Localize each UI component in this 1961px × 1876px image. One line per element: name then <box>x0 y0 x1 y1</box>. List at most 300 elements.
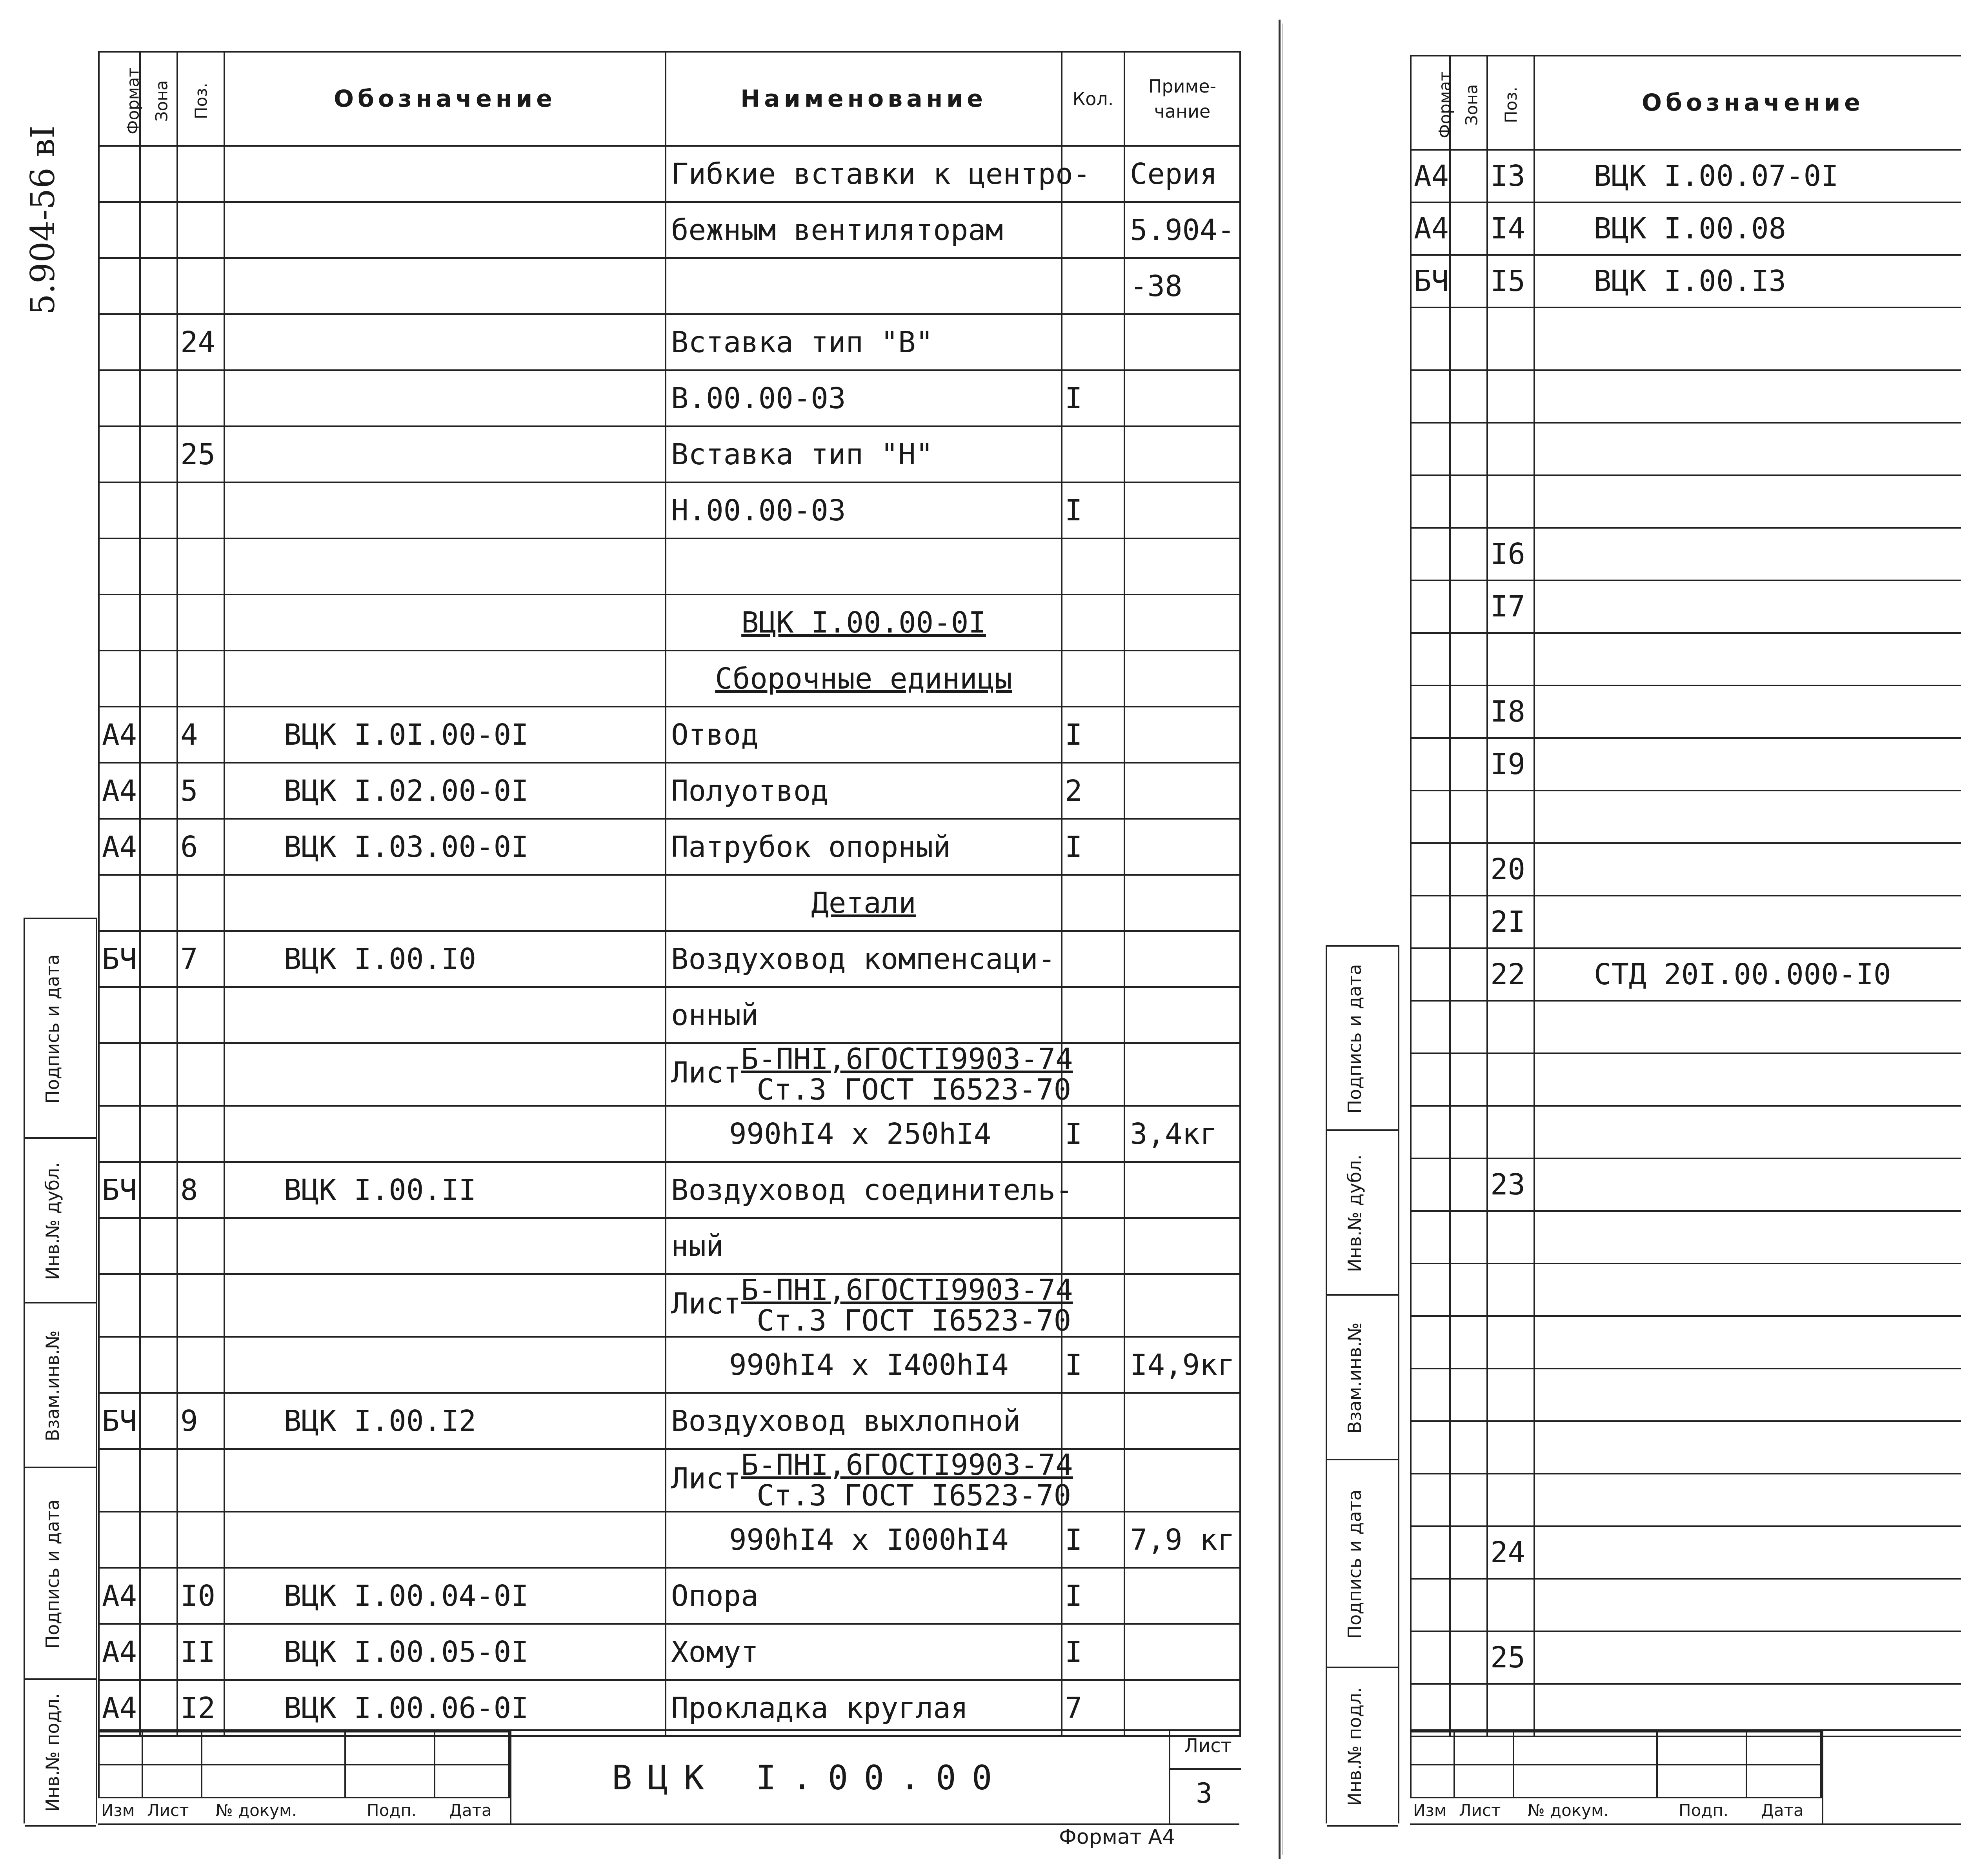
cell-pos: I6 <box>1487 528 1534 580</box>
title-block-right: Изм Лист № докум. Подп. Дата <box>1410 1729 1961 1825</box>
cell-zone <box>140 202 177 258</box>
spec-row <box>1411 633 1961 685</box>
cell-format: А4 <box>99 1680 140 1736</box>
spec-row <box>1411 791 1961 843</box>
cell-format <box>1411 1211 1450 1263</box>
cell-zone <box>1450 1316 1487 1369</box>
spec-row <box>1411 685 1961 738</box>
cell-note <box>1124 1449 1240 1512</box>
cell-zone <box>140 482 177 538</box>
cell-pos <box>177 146 224 202</box>
cell-name: Хомут <box>666 1624 1062 1680</box>
cell-zone <box>1450 1684 1487 1736</box>
cell-zone <box>1450 685 1487 738</box>
cell-pos: I4 <box>1487 202 1534 255</box>
cell-name: Полуотвод <box>666 763 1062 819</box>
cell-format <box>1411 685 1450 738</box>
cell-pos <box>177 202 224 258</box>
cell-designation <box>1534 307 1961 370</box>
cell-pos <box>177 1106 224 1162</box>
cell-designation <box>224 1337 666 1393</box>
cell-pos <box>1487 633 1534 685</box>
cell-qty <box>1062 314 1124 370</box>
cell-zone <box>140 931 177 987</box>
cell-qty <box>1062 258 1124 314</box>
spec-row <box>1411 1421 1961 1474</box>
cell-pos <box>177 594 224 651</box>
spec-row <box>99 1337 1240 1393</box>
cell-pos <box>1487 1579 1534 1631</box>
cell-pos: 24 <box>1487 1526 1534 1579</box>
cell-pos: 20 <box>1487 843 1534 896</box>
cell-format <box>1411 738 1450 791</box>
cell-designation <box>1534 1474 1961 1526</box>
cell-qty: I <box>1062 1337 1124 1393</box>
spec-row <box>1411 202 1961 255</box>
cell-pos <box>177 1218 224 1274</box>
cell-designation <box>1534 423 1961 475</box>
spec-row <box>1411 150 1961 202</box>
cell-note: -38 <box>1124 258 1240 314</box>
sign-date2-label: Подпись и дата <box>42 1499 63 1649</box>
cell-name: 990hI4 x 250hI4 <box>666 1106 1062 1162</box>
cell-format <box>1411 1631 1450 1684</box>
spec-row <box>99 707 1240 763</box>
cell-qty: I <box>1062 707 1124 763</box>
right-sheet <box>1294 0 1961 1876</box>
cell-note: 7,9 кг <box>1124 1512 1240 1568</box>
cell-note <box>1124 370 1240 426</box>
cell-zone <box>1450 528 1487 580</box>
col-format: Формат <box>99 52 140 146</box>
spec-row <box>99 1162 1240 1218</box>
spec-row <box>99 1512 1240 1568</box>
spec-row <box>99 763 1240 819</box>
cell-designation <box>224 202 666 258</box>
cell-zone <box>140 763 177 819</box>
cell-format <box>99 482 140 538</box>
cell-designation <box>224 1449 666 1512</box>
cell-format <box>99 538 140 594</box>
spec-row <box>99 146 1240 202</box>
cell-pos: I2 <box>177 1680 224 1736</box>
spec-row <box>1411 475 1961 528</box>
cell-pos: I8 <box>1487 685 1534 738</box>
cell-name: Отвод <box>666 707 1062 763</box>
cell-name: Лист $\frac{\text{Б-ПНI,6ГОСТI9903-74}}{\text{Ст.3 ГОСТ I6523-70}}$ <box>666 1274 1062 1337</box>
cell-format <box>99 314 140 370</box>
cell-name: Детали <box>666 875 1062 931</box>
cell-format <box>1411 896 1450 948</box>
cell-format <box>1411 1158 1450 1211</box>
cell-pos: 8 <box>177 1162 224 1218</box>
cell-pos <box>1487 1263 1534 1316</box>
cell-pos: I9 <box>1487 738 1534 791</box>
cell-pos: 6 <box>177 819 224 875</box>
cell-name: Вставка тип "В" <box>666 314 1062 370</box>
cell-name: онный <box>666 987 1062 1043</box>
cell-qty <box>1062 426 1124 482</box>
cell-zone <box>1450 1369 1487 1421</box>
cell-zone <box>140 1162 177 1218</box>
cell-pos: 23 <box>1487 1158 1534 1211</box>
cell-zone <box>140 426 177 482</box>
cell-format <box>1411 843 1450 896</box>
cell-format: А4 <box>99 1568 140 1624</box>
spec-row <box>1411 528 1961 580</box>
cell-qty: I <box>1062 370 1124 426</box>
cell-format <box>1411 1106 1450 1158</box>
cell-qty <box>1062 202 1124 258</box>
cell-pos <box>177 258 224 314</box>
cell-designation: ВЦК I.00.07-0I <box>1534 150 1961 202</box>
cell-note: Серия <box>1124 146 1240 202</box>
cell-designation: ВЦК I.00.II <box>224 1162 666 1218</box>
cell-format <box>99 594 140 651</box>
cell-designation <box>1534 843 1961 896</box>
spec-row <box>1411 1106 1961 1158</box>
cell-zone <box>140 1274 177 1337</box>
cell-format <box>99 1512 140 1568</box>
cell-designation <box>224 1106 666 1162</box>
cell-note <box>1124 1624 1240 1680</box>
cell-zone <box>1450 1106 1487 1158</box>
spec-row <box>99 314 1240 370</box>
cell-name: Опора <box>666 1568 1062 1624</box>
cell-format <box>99 651 140 707</box>
cell-format: А4 <box>1411 202 1450 255</box>
vzam-inv-label: Взам.инв.№ <box>42 1330 63 1442</box>
cell-format <box>99 875 140 931</box>
cell-zone <box>1450 423 1487 475</box>
cell-pos <box>177 482 224 538</box>
cell-designation <box>1534 1053 1961 1106</box>
cell-name: Н.00.00-03 <box>666 482 1062 538</box>
cell-format <box>1411 1001 1450 1053</box>
cell-zone <box>140 1337 177 1393</box>
spec-row <box>99 594 1240 651</box>
cell-designation <box>1534 528 1961 580</box>
spec-row <box>99 1449 1240 1512</box>
cell-format: БЧ <box>99 931 140 987</box>
cell-note <box>1124 1568 1240 1624</box>
spec-row <box>1411 738 1961 791</box>
cell-note <box>1124 763 1240 819</box>
cell-qty: 2 <box>1062 763 1124 819</box>
cell-note: 5.904- <box>1124 202 1240 258</box>
spec-row <box>1411 1211 1961 1263</box>
cell-note <box>1124 594 1240 651</box>
cell-qty: 7 <box>1062 1680 1124 1736</box>
cell-format <box>1411 423 1450 475</box>
cell-designation <box>224 1218 666 1274</box>
spec-row <box>1411 370 1961 423</box>
right-side-stamp: Подпись и дата Инв.№ дубл. Взам.инв.№ Подпись и дата Инв.№ подл. <box>1326 945 1399 1823</box>
cell-format <box>1411 633 1450 685</box>
cell-format <box>1411 580 1450 633</box>
cell-zone <box>1450 1211 1487 1263</box>
cell-zone <box>140 1218 177 1274</box>
cell-name: 990hI4 x I000hI4 <box>666 1512 1062 1568</box>
cell-note <box>1124 1680 1240 1736</box>
cell-note: 3,4кг <box>1124 1106 1240 1162</box>
cell-name: Лист $\frac{\text{Б-ПНI,6ГОСТI9903-74}}{\text{Ст.3 ГОСТ I6523-70}}$ <box>666 1043 1062 1106</box>
cell-zone <box>1450 255 1487 307</box>
cell-name <box>666 538 1062 594</box>
cell-qty <box>1062 875 1124 931</box>
cell-zone <box>140 707 177 763</box>
cell-format <box>99 1218 140 1274</box>
cell-pos <box>1487 1316 1534 1369</box>
cell-zone <box>1450 843 1487 896</box>
cell-zone <box>140 146 177 202</box>
cell-format <box>99 146 140 202</box>
spec-row <box>1411 1526 1961 1579</box>
cell-note <box>1124 1393 1240 1449</box>
spec-row <box>99 1568 1240 1624</box>
cell-zone <box>140 314 177 370</box>
cell-format: А4 <box>99 1624 140 1680</box>
cell-zone <box>140 1624 177 1680</box>
cell-zone <box>1450 633 1487 685</box>
cell-designation <box>1534 1369 1961 1421</box>
spec-row <box>1411 1631 1961 1684</box>
cell-zone <box>1450 1001 1487 1053</box>
col-zone: Зона <box>140 52 177 146</box>
cell-designation <box>1534 1158 1961 1211</box>
cell-pos <box>1487 1421 1534 1474</box>
cell-pos: 9 <box>177 1393 224 1449</box>
cell-pos <box>177 651 224 707</box>
spec-row <box>99 482 1240 538</box>
cell-zone <box>140 875 177 931</box>
spec-row <box>99 1393 1240 1449</box>
cell-designation <box>224 1512 666 1568</box>
cell-zone <box>1450 370 1487 423</box>
spec-row <box>1411 423 1961 475</box>
cell-pos: I3 <box>1487 150 1534 202</box>
spec-row <box>1411 1474 1961 1526</box>
cell-pos: 24 <box>177 314 224 370</box>
cell-zone <box>140 258 177 314</box>
cell-zone <box>140 651 177 707</box>
series-code: 5.904-56 вI <box>24 125 62 315</box>
spec-row <box>1411 1684 1961 1736</box>
cell-pos <box>1487 475 1534 528</box>
spec-row <box>1411 1316 1961 1369</box>
cell-note: I4,9кг <box>1124 1337 1240 1393</box>
cell-pos <box>177 1043 224 1106</box>
cell-designation <box>1534 633 1961 685</box>
doc-code-left: ВЦК I.00.00 <box>612 1758 1008 1798</box>
cell-zone <box>140 1393 177 1449</box>
sheet-number-cell: Лист 3 <box>1169 1731 1241 1825</box>
cell-designation: ВЦК I.00.05-0I <box>224 1624 666 1680</box>
col-note: Приме- чание <box>1124 52 1240 146</box>
spec-row <box>99 426 1240 482</box>
spec-row <box>99 202 1240 258</box>
cell-pos <box>177 987 224 1043</box>
cell-pos <box>1487 1211 1534 1263</box>
cell-zone <box>140 1043 177 1106</box>
cell-format: БЧ <box>1411 255 1450 307</box>
cell-designation <box>224 875 666 931</box>
cell-pos <box>1487 1369 1534 1421</box>
spec-row <box>99 538 1240 594</box>
cell-zone <box>140 1512 177 1568</box>
cell-pos <box>177 1449 224 1512</box>
cell-pos <box>1487 791 1534 843</box>
cell-format <box>99 1106 140 1162</box>
cell-designation <box>1534 1579 1961 1631</box>
cell-zone <box>1450 896 1487 948</box>
cell-note <box>1124 1274 1240 1337</box>
spec-table-right: Формат Зона Поз. Обозначение А4 I3 ВЦК I.00.07-0I А4 I4 ВЦК I.00.08 БЧ I5 ВЦК I.00.I3 I6 I7 I8 I9 20 2I 22 СТД 20I.00.000-I0 23 24 25 <box>1410 55 1961 1737</box>
cell-qty <box>1062 651 1124 707</box>
cell-pos <box>177 1337 224 1393</box>
cell-name: В.00.00-03 <box>666 370 1062 426</box>
cell-format <box>1411 948 1450 1001</box>
spec-row <box>1411 580 1961 633</box>
cell-designation <box>224 538 666 594</box>
cell-pos: 5 <box>177 763 224 819</box>
stamp-sign: Подп. <box>367 1801 417 1820</box>
cell-pos: 22 <box>1487 948 1534 1001</box>
cell-designation <box>224 651 666 707</box>
cell-note <box>1124 482 1240 538</box>
cell-zone <box>1450 307 1487 370</box>
cell-pos <box>1487 1106 1534 1158</box>
spec-row <box>99 1274 1240 1337</box>
cell-format <box>1411 1684 1450 1736</box>
cell-format <box>1411 791 1450 843</box>
cell-format <box>99 258 140 314</box>
cell-designation: ВЦК I.00.06-0I <box>224 1680 666 1736</box>
cell-qty <box>1062 594 1124 651</box>
cell-qty <box>1062 1218 1124 1274</box>
cell-format <box>99 1043 140 1106</box>
spec-row <box>1411 1001 1961 1053</box>
cell-zone <box>1450 1526 1487 1579</box>
cell-format <box>1411 370 1450 423</box>
cell-zone <box>1450 948 1487 1001</box>
left-side-stamp <box>24 918 97 1823</box>
cell-designation <box>224 482 666 538</box>
cell-pos <box>1487 307 1534 370</box>
cell-designation: ВЦК I.0I.00-0I <box>224 707 666 763</box>
cell-name: бежным вентиляторам <box>666 202 1062 258</box>
col-name: Наименование <box>666 52 1062 146</box>
cell-format <box>1411 1053 1450 1106</box>
cell-designation <box>224 146 666 202</box>
cell-format <box>1411 1526 1450 1579</box>
spec-row <box>1411 255 1961 307</box>
spec-row <box>1411 307 1961 370</box>
spec-row <box>1411 1369 1961 1421</box>
spec-row <box>1411 1053 1961 1106</box>
spec-rows-left <box>99 146 1240 1736</box>
stamp-izm: Изм <box>101 1801 135 1820</box>
cell-pos <box>1487 370 1534 423</box>
cell-designation <box>224 426 666 482</box>
spec-row <box>99 1680 1240 1736</box>
cell-pos <box>177 1512 224 1568</box>
cell-qty: I <box>1062 1106 1124 1162</box>
cell-designation: ВЦК I.03.00-0I <box>224 819 666 875</box>
cell-designation: ВЦК I.02.00-0I <box>224 763 666 819</box>
cell-qty: I <box>1062 819 1124 875</box>
cell-pos: 2I <box>1487 896 1534 948</box>
cell-designation <box>224 594 666 651</box>
cell-designation <box>1534 1684 1961 1736</box>
cell-qty: I <box>1062 1568 1124 1624</box>
spec-row <box>1411 896 1961 948</box>
cell-pos: I7 <box>1487 580 1534 633</box>
col-designation: Обозначение <box>224 52 666 146</box>
cell-pos <box>1487 423 1534 475</box>
cell-designation <box>1534 370 1961 423</box>
cell-format <box>1411 1579 1450 1631</box>
stamp-list: Лист <box>147 1801 189 1820</box>
spec-row <box>99 1218 1240 1274</box>
col-pos: Поз. <box>177 52 224 146</box>
cell-format <box>1411 1421 1450 1474</box>
cell-name: Вставка тип "Н" <box>666 426 1062 482</box>
inv-orig-label: Инв.№ подл. <box>42 1693 63 1812</box>
cell-zone <box>140 819 177 875</box>
cell-designation <box>1534 1001 1961 1053</box>
cell-format <box>99 370 140 426</box>
cell-pos <box>177 875 224 931</box>
cell-designation <box>1534 475 1961 528</box>
cell-pos <box>177 538 224 594</box>
spec-row <box>1411 843 1961 896</box>
cell-name: Воздуховод компенсаци- <box>666 931 1062 987</box>
cell-pos: I5 <box>1487 255 1534 307</box>
cell-name: Воздуховод соединитель- <box>666 1162 1062 1218</box>
cell-note <box>1124 1218 1240 1274</box>
cell-zone <box>1450 1053 1487 1106</box>
cell-zone <box>1450 791 1487 843</box>
cell-format <box>99 1274 140 1337</box>
cell-note <box>1124 426 1240 482</box>
cell-designation: ВЦК I.00.I0 <box>224 931 666 987</box>
cell-format: А4 <box>99 819 140 875</box>
cell-name: Лист $\frac{\text{Б-ПНI,6ГОСТI9903-74}}{\text{Ст.3 ГОСТ I6523-70}}$ <box>666 1449 1062 1512</box>
cell-designation <box>224 314 666 370</box>
cell-note <box>1124 819 1240 875</box>
cell-format <box>1411 475 1450 528</box>
cell-designation <box>1534 738 1961 791</box>
cell-format <box>99 202 140 258</box>
cell-format <box>1411 1369 1450 1421</box>
cell-designation <box>224 370 666 426</box>
cell-zone <box>1450 1158 1487 1211</box>
cell-designation <box>1534 1316 1961 1369</box>
cell-designation <box>224 1274 666 1337</box>
cell-name <box>666 258 1062 314</box>
cell-designation: СТД 20I.00.000-I0 <box>1534 948 1961 1001</box>
cell-note <box>1124 314 1240 370</box>
cell-format: БЧ <box>99 1393 140 1449</box>
cell-zone <box>1450 1474 1487 1526</box>
cell-name: Гибкие вставки к центро- <box>666 146 1062 202</box>
spec-table-left <box>98 51 1241 1737</box>
cell-designation <box>1534 1106 1961 1158</box>
cell-zone <box>1450 738 1487 791</box>
cell-zone <box>140 370 177 426</box>
cell-qty: I <box>1062 1624 1124 1680</box>
